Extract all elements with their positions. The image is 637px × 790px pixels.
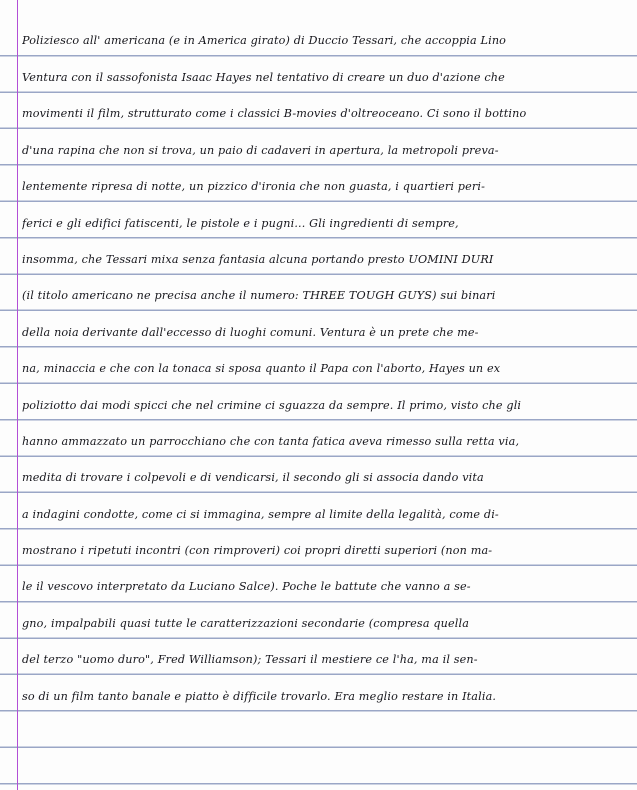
text-line: a indagini condotte, come ci si immagina, sempre al limite della legalità, come di- <box>22 507 499 521</box>
text-line: del terzo "uomo duro", Fred Williamson); Tessari il mestiere ce l'ha, ma il sen- <box>22 653 478 667</box>
text-line: gno, impalpabili quasi tutte le caratterizzazioni secondarie (compresa quella <box>22 616 470 630</box>
text-line: na, minaccia e che con la tonaca si sposa quanto il Papa con l'aborto, Hayes un ex <box>22 362 501 376</box>
text-line: medita di trovare i colpevoli e di vendicarsi, il secondo gli si associa dando vita <box>22 471 484 485</box>
text-line: Poliziesco all' americana (e in America girato) di Duccio Tessari, che accoppia Lino <box>22 34 507 47</box>
text-line: le il vescovo interpretato da Luciano Salce). Poche le battute che vanno a se- <box>22 580 471 594</box>
text-line: (il titolo americano ne precisa anche il numero: THREE TOUGH GUYS) sui binari <box>22 289 496 303</box>
text-line: ferici e gli edifici fatiscenti, le pistole e i pugni... Gli ingredienti di sempre, <box>22 216 459 230</box>
text-line: lentemente ripresa di notte, un pizzico d'ironia che non guasta, i quartieri peri- <box>22 180 486 194</box>
text-line: so di un film tanto banale e piatto è difficile trovarlo. Era meglio restare in Italia. <box>22 689 497 703</box>
margin-line <box>17 0 18 790</box>
text-line: Ventura con il sassofonista Isaac Hayes nel tentativo di creare un duo d'azione che <box>22 71 505 84</box>
handwritten-text <box>22 0 634 711</box>
text-line: della noia derivante dall'eccesso di luoghi comuni. Ventura è un prete che me- <box>22 325 479 339</box>
text-line: hanno ammazzato un parrocchiano che con tanta fatica aveva rimesso sulla retta via, <box>22 434 520 448</box>
text-line: poliziotto dai modi spicci che nel crimine ci sguazza da sempre. Il primo, visto che gli <box>22 398 522 412</box>
text-line: mostrano i ripetuti incontri (con rimproveri) coi propri diretti superiori (non ma- <box>22 544 493 558</box>
text-line: movimenti il film, strutturato come i classici B-movies d'oltreoceano. Ci sono il bottino <box>22 107 527 121</box>
text-line: insomma, che Tessari mixa senza fantasia alcuna portando presto UOMINI DURI <box>22 252 494 266</box>
text-line: d'una rapina che non si trova, un paio di cadaveri in apertura, la metropoli preva- <box>22 143 499 157</box>
